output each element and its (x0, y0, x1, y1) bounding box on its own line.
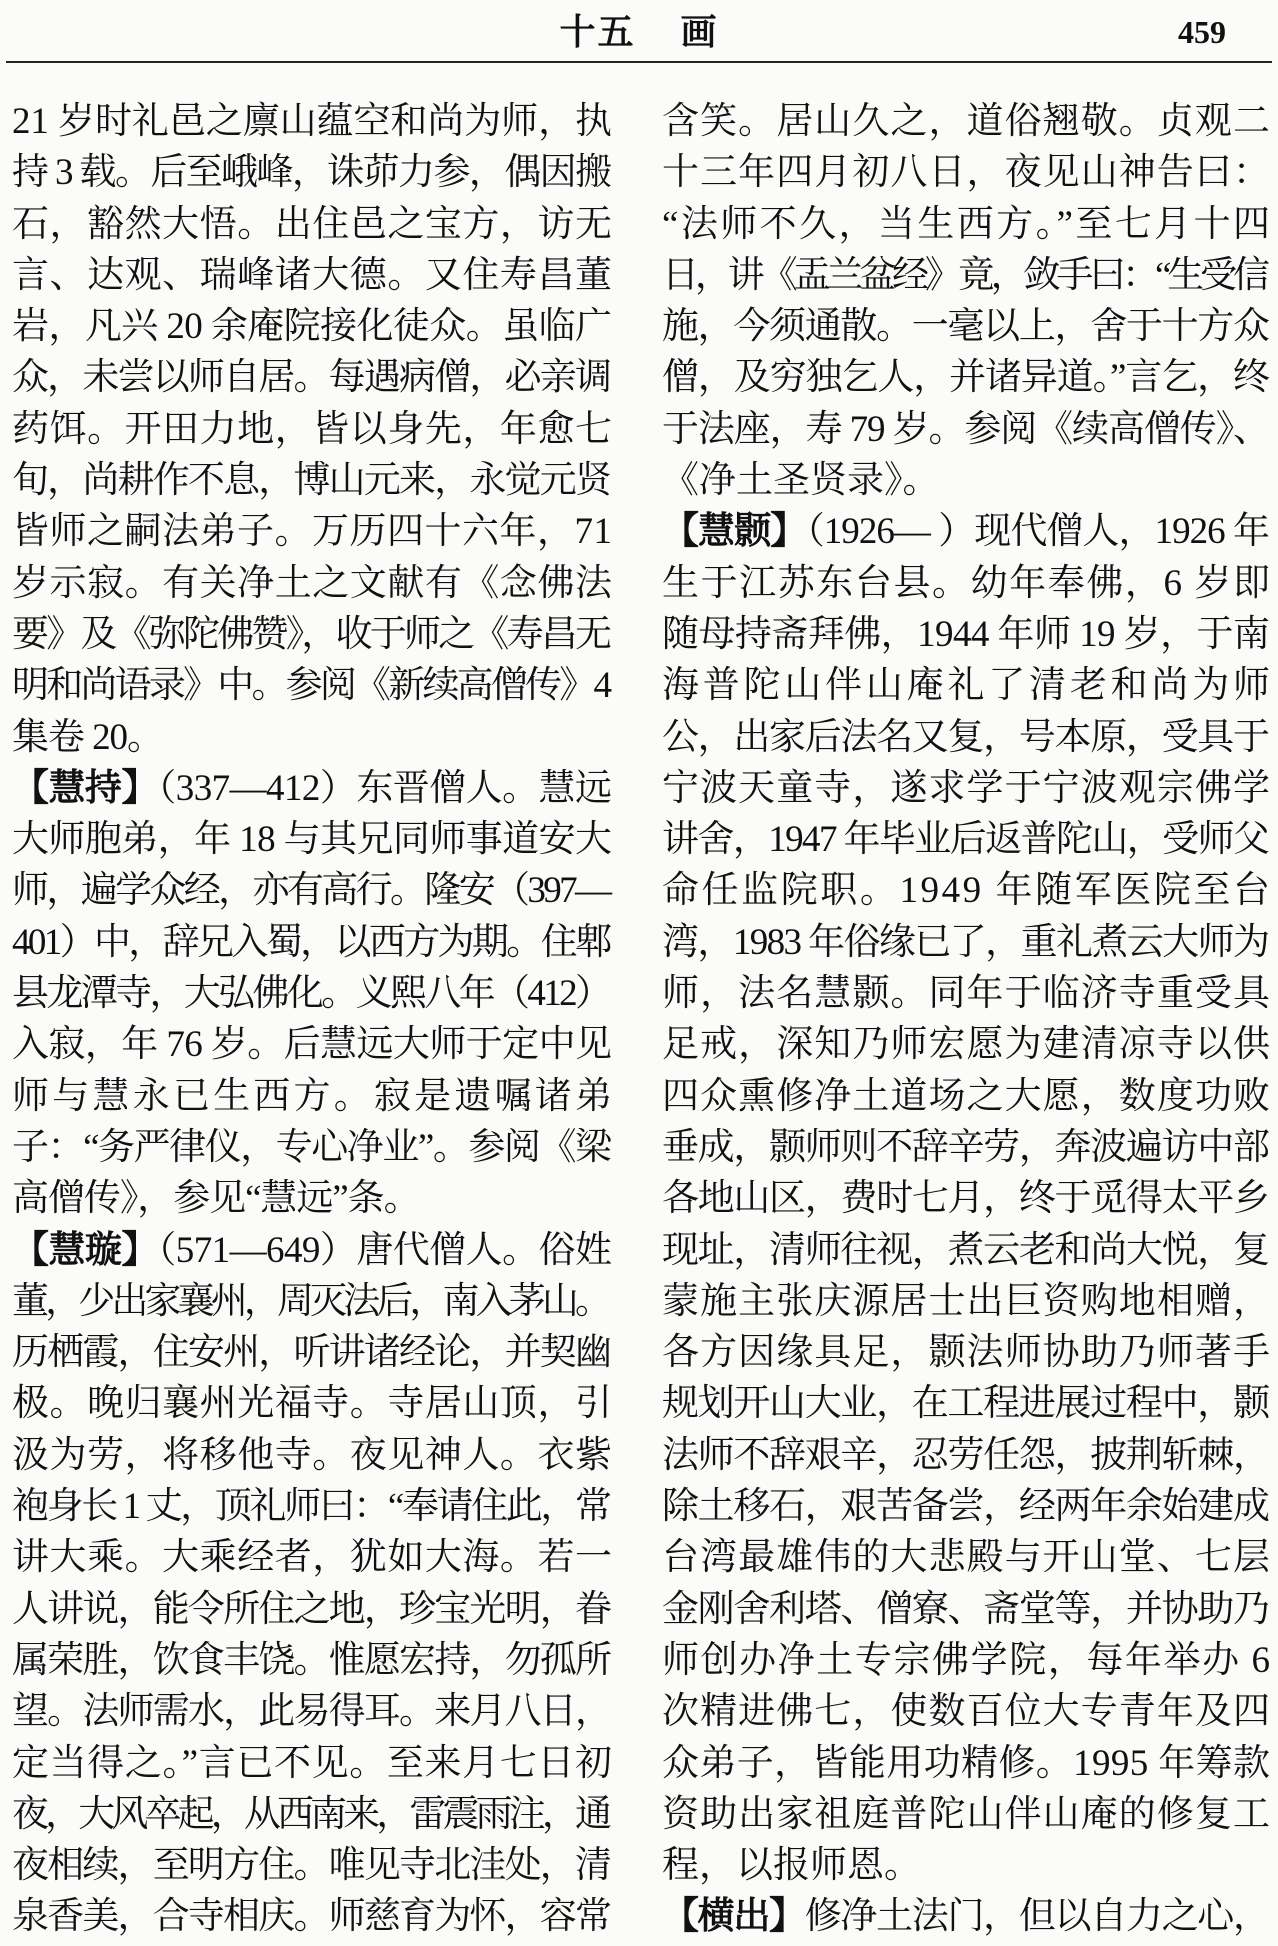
line-text: 历栖霞，住安州，听讲诸经论，并契幽 (12, 1332, 611, 1374)
entry-continuation (662, 96, 1273, 506)
line-text: 明和尚语录》中。参阅《新续高僧传》4 (12, 665, 610, 707)
line-content (12, 147, 610, 198)
text-line (12, 301, 612, 352)
line-content (662, 1635, 1272, 1686)
text-line (12, 865, 612, 916)
line-text: 石，豁然大悟。出住邑之宝方，访无 (12, 203, 613, 245)
line-text: 《净土圣贤录》。 (662, 460, 940, 502)
line-text: 四众熏修净土道场之大愿，数度功败 (662, 1075, 1272, 1117)
line-text: 泉香美，合寺相庆。师慈育为怀，容常 (12, 1896, 611, 1938)
line-content (12, 404, 613, 455)
line-text: 401）中，辞兄入蜀，以西方为期。住郫 (12, 921, 610, 963)
line-text: 董，少出家襄州，周灭法后，南入茅山。 (12, 1280, 609, 1322)
line-content (12, 1378, 613, 1429)
line-text: 皆师之嗣法弟子。万历四十六年，71 (12, 511, 613, 553)
line-text: 规划开山大业，在工程进展过程中，颢 (662, 1383, 1269, 1425)
line-content (12, 1071, 615, 1122)
text-line (12, 404, 612, 455)
text-line (662, 1532, 1270, 1583)
line-text: 含笑。居山久之，道俗翘敬。贞观二 (662, 101, 1272, 142)
line-text: 十三年四月初八日，夜见山神告曰： (662, 152, 1272, 194)
text-line (12, 1789, 612, 1840)
line-text: 师，法名慧颢。同年于临济寺重受具 (662, 973, 1272, 1015)
line-content (12, 609, 609, 660)
line-text: （571—649）唐代僧人。俗姓 (157, 1229, 612, 1271)
line-text: 众弟子，皆能用功精修。1995 年筹款 (662, 1742, 1271, 1784)
text-line (12, 506, 612, 557)
text-line (12, 352, 612, 403)
text-line (662, 301, 1270, 352)
line-content (12, 660, 609, 711)
line-text: 子：“务严律仪，专心净业”。参阅《梁 (12, 1126, 611, 1168)
line-content (662, 1122, 1269, 1173)
text-line (12, 1584, 612, 1635)
dictionary-entry (662, 506, 1274, 1891)
line-text: 入寂，年 76 岁。后慧远大师于定中见 (12, 1024, 612, 1066)
line-text: 海普陀山伴山庵礼了清老和尚为师 (662, 665, 1274, 707)
entry-continuation (12, 96, 612, 763)
line-text: 公，出家后法名又复，号本原，受具于 (662, 716, 1269, 758)
line-content (662, 96, 1271, 147)
line-content (12, 506, 613, 557)
text-line (662, 1584, 1270, 1635)
line-content (662, 763, 1271, 814)
line-content (12, 763, 611, 814)
line-content (12, 1891, 610, 1942)
line-content (662, 1327, 1271, 1378)
line-text: 除土移石，艰苦备尝，经两年余始建成 (662, 1486, 1269, 1528)
running-head: 十五 画 (559, 12, 719, 52)
line-text: 于法座，寿 79 岁。参阅《续高僧传》、 (662, 408, 1269, 450)
line-content (12, 865, 609, 916)
line-content (662, 1738, 1270, 1789)
line-content (662, 1276, 1271, 1327)
line-text: 言、达观、瑞峰诸大德。又住寿昌董 (12, 254, 613, 296)
text-line (12, 1686, 612, 1737)
line-content (662, 250, 1266, 301)
text-line (12, 1225, 612, 1276)
line-text: 极。晚归襄州光福寺。寺居山顶，引 (12, 1383, 613, 1425)
line-content (12, 814, 611, 865)
line-text: 大师胞弟，年 18 与其兄同师事道安大 (12, 819, 612, 861)
line-content (662, 558, 1272, 609)
line-text: 程，以报师恩。 (662, 1845, 921, 1887)
line-text: 属荣胜，饮食丰饶。惟愿宏持，勿孤所 (12, 1639, 611, 1681)
line-text: 讲舍，1947 年毕业后返普陀山，受师父 (662, 819, 1269, 861)
line-content (12, 1789, 608, 1840)
line-content (662, 1225, 1269, 1276)
line-text: （337—412）东晋僧人。慧远 (157, 767, 612, 809)
text-line (12, 1173, 612, 1224)
text-line (12, 968, 612, 1019)
line-text: 讲大乘。大乘经者，犹如大海。若一 (12, 1537, 613, 1579)
line-content (662, 199, 1272, 250)
line-text: 21 岁时礼邑之廪山蕴空和尚为师，执 (12, 101, 612, 142)
line-content (12, 1276, 608, 1327)
text-line (662, 1738, 1270, 1789)
line-text: 药饵。开田力地，皆以身先，年愈七 (12, 408, 613, 450)
text-line (662, 968, 1270, 1019)
text-column-right (662, 96, 1274, 1943)
line-content (662, 814, 1268, 865)
line-content (12, 1122, 611, 1173)
line-text: 要》及《弥陀佛赞》，收于师之《寿昌无 (12, 613, 610, 655)
text-line (662, 1635, 1270, 1686)
line-content (662, 609, 1269, 660)
line-text: 岁示寂。有关净土之文献有《念佛法 (12, 562, 613, 604)
text-line (12, 763, 612, 814)
text-line (662, 1019, 1270, 1070)
text-line (12, 1019, 612, 1070)
text-line (662, 1789, 1270, 1840)
line-text: 持 3 载。后至峨峰，诛茆力参，偶因搬 (12, 152, 611, 194)
line-content (662, 1173, 1269, 1224)
text-line (662, 1378, 1270, 1429)
line-content (12, 250, 613, 301)
line-content (12, 1584, 610, 1635)
text-line (12, 1840, 612, 1891)
text-line (12, 609, 612, 660)
line-text: 人讲说，能令所住之地，珍宝光明，眷 (12, 1588, 611, 1630)
line-content (662, 1891, 1269, 1942)
text-line (662, 1327, 1270, 1378)
text-line (662, 352, 1270, 403)
text-line (662, 147, 1270, 198)
line-content (662, 301, 1269, 352)
line-content (12, 1686, 610, 1737)
line-text: 各地山区，费时七月，终于觅得太平乡 (662, 1178, 1269, 1220)
line-content (662, 1019, 1271, 1070)
line-text: 台湾最雄伟的大悲殿与开山堂、七层 (662, 1537, 1272, 1579)
line-text: 湾，1983 年俗缘已了，重礼煮云大师为 (662, 921, 1269, 963)
line-text: 夜相续，至明方住。唯见寺北洼处，清 (12, 1845, 611, 1887)
text-line (12, 1122, 612, 1173)
line-content (12, 1738, 613, 1789)
page-number: 459 (1178, 14, 1226, 50)
dictionary-entry (662, 1891, 1270, 1942)
text-line (12, 455, 612, 506)
text-line (12, 712, 612, 763)
line-text: 定当得之。”言已不见。至来月七日初 (12, 1742, 613, 1784)
line-text: 袍身长 1 丈，顶礼师曰：“奉请住此，常 (12, 1486, 610, 1528)
text-line (662, 712, 1270, 763)
entry-headword: 【慧璇】 (12, 1229, 158, 1271)
text-line (12, 1378, 612, 1429)
text-line (662, 1481, 1270, 1532)
line-text: 高僧传》，参见“慧远”条。 (12, 1178, 420, 1220)
line-content (662, 1378, 1269, 1429)
text-line (662, 1225, 1270, 1276)
line-content (662, 1532, 1271, 1583)
line-text: 望。法师需水，此易得耳。来月八日， (12, 1691, 611, 1733)
text-line (662, 1122, 1270, 1173)
text-line (662, 609, 1270, 660)
text-line (662, 199, 1273, 250)
line-text: 岩，凡兴 20 余庵院接化徒众。虽临广 (12, 306, 612, 348)
text-line (662, 917, 1270, 968)
line-content (662, 1481, 1269, 1532)
text-line (662, 506, 1270, 557)
text-line (12, 1430, 612, 1481)
line-text: 命任监院职。1949 年随军医院至台 (662, 870, 1273, 912)
text-line (12, 1327, 612, 1378)
line-text: 众，未尝以师自居。每遇病僧，必亲调 (12, 357, 611, 399)
text-line (662, 250, 1270, 301)
text-line (12, 814, 612, 865)
line-content (12, 1019, 611, 1070)
text-line (662, 1686, 1270, 1737)
line-content (12, 712, 163, 763)
line-content (662, 404, 1269, 455)
running-header (0, 0, 1278, 66)
text-line (12, 147, 612, 198)
line-content (662, 917, 1268, 968)
line-text: 僧，及穷独乞人，并诸异道。”言乞，终 (662, 357, 1269, 399)
line-text: 日，讲《盂兰盆经》竟，敛手曰：“生受信 (662, 254, 1266, 296)
text-line (662, 660, 1274, 711)
line-text: 足戒，深知乃师宏愿为建清凉寺以供 (662, 1024, 1272, 1066)
line-content (12, 1635, 610, 1686)
text-line (662, 763, 1270, 814)
text-line (662, 1840, 1270, 1891)
text-line (662, 865, 1273, 916)
line-text: 汲为劳，将移他寺。夜见神人。衣紫 (12, 1434, 613, 1476)
line-text: 施，今须通散。一毫以上，舍于十方众 (662, 306, 1269, 348)
line-content (12, 352, 610, 403)
line-text: 集卷 20。 (12, 716, 163, 758)
text-line (662, 1891, 1270, 1942)
line-text: 县龙潭寺，大弘佛化。义熙八年（412） (12, 973, 610, 1015)
line-text: 生于江苏东台县。幼年奉佛，6 岁即 (662, 562, 1272, 604)
line-content (662, 660, 1274, 711)
line-text: 旬，尚耕作不息，博山元来，永觉元贤 (12, 460, 611, 502)
line-content (662, 455, 939, 506)
line-text: 修净土法门，但以自力之心， (804, 1896, 1269, 1938)
text-line (662, 1430, 1270, 1481)
text-line (12, 250, 612, 301)
line-content (12, 968, 609, 1019)
line-content (12, 96, 612, 147)
line-text: 资助出家祖庭普陀山伴山庵的修复工 (662, 1793, 1272, 1835)
line-text: 金刚舍利塔、僧寮、斋堂等，并协助乃 (662, 1588, 1269, 1630)
text-line (12, 917, 612, 968)
line-content (12, 1481, 610, 1532)
line-content (662, 712, 1269, 763)
text-line (662, 1173, 1270, 1224)
line-content (12, 1173, 420, 1224)
line-text: 法师不辞艰辛，忍劳任怨，披荆斩棘， (662, 1434, 1269, 1476)
text-line (662, 558, 1270, 609)
line-text: 随母持斋拜佛，1944 年师 19 岁，于南 (662, 613, 1270, 655)
line-text: 师与慧永已生西方。寂是遗嘱诸弟 (12, 1075, 616, 1117)
text-line (12, 660, 612, 711)
line-text: 夜，大风卒起，从西南来，雷震雨注，通 (12, 1793, 609, 1835)
line-text: “法师不久，当生西方。”至七月十四 (662, 203, 1273, 245)
text-line (12, 96, 612, 147)
line-content (12, 1430, 613, 1481)
line-text: （1926— ）现代僧人，1926 年 (806, 511, 1270, 553)
line-content (12, 301, 611, 352)
line-content (662, 1430, 1269, 1481)
text-line (662, 96, 1270, 147)
line-content (12, 1532, 613, 1583)
line-content (662, 1840, 921, 1891)
line-text: 现址，清师往视，煮云老和尚大悦，复 (662, 1229, 1269, 1271)
text-line (662, 404, 1270, 455)
line-text: 师创办净土专宗佛学院，每年举办 6 (662, 1639, 1272, 1681)
text-column-left (12, 96, 616, 1943)
text-line (12, 1071, 616, 1122)
line-content (662, 1071, 1271, 1122)
line-content (662, 968, 1271, 1019)
line-content (662, 1789, 1271, 1840)
header-rule (6, 61, 1272, 63)
text-line (12, 1276, 612, 1327)
line-content (12, 1225, 611, 1276)
line-content (662, 147, 1271, 198)
line-text: 垂成，颢师则不辞辛劳，奔波遍访中部 (662, 1126, 1269, 1168)
line-content (662, 506, 1269, 557)
text-line (12, 1532, 612, 1583)
entry-headword: 【横出】 (662, 1896, 805, 1938)
dictionary-entry (12, 1225, 612, 1943)
line-content (662, 352, 1269, 403)
entry-headword: 【慧颢】 (662, 511, 807, 553)
text-line (12, 199, 612, 250)
text-line (12, 1635, 612, 1686)
line-content (12, 1840, 610, 1891)
line-text: 师，遍学众经，亦有高行。隆安（397— (12, 870, 610, 912)
entry-headword: 【慧持】 (12, 767, 158, 809)
line-text: 蒙施主张庆源居士出巨资购地相赠， (662, 1280, 1272, 1322)
text-line (662, 814, 1270, 865)
line-content (12, 1327, 610, 1378)
line-text: 次精进佛七，使数百位大专青年及四 (662, 1691, 1272, 1733)
text-line (12, 558, 612, 609)
text-line (12, 1481, 612, 1532)
line-content (662, 865, 1273, 916)
line-content (12, 917, 609, 968)
line-content (662, 1686, 1271, 1737)
text-line (662, 455, 1270, 506)
text-line (12, 1738, 612, 1789)
line-text: 宁波天童寺，遂求学于宁波观宗佛学 (662, 767, 1272, 809)
text-line (662, 1071, 1270, 1122)
line-content (12, 558, 613, 609)
dictionary-entry (12, 763, 616, 1225)
line-content (662, 1584, 1269, 1635)
text-line (662, 1276, 1270, 1327)
text-line (12, 1891, 612, 1942)
line-content (12, 455, 610, 506)
line-text: 各方因缘具足，颢法师协助乃师著手 (662, 1332, 1272, 1374)
line-content (12, 199, 613, 250)
